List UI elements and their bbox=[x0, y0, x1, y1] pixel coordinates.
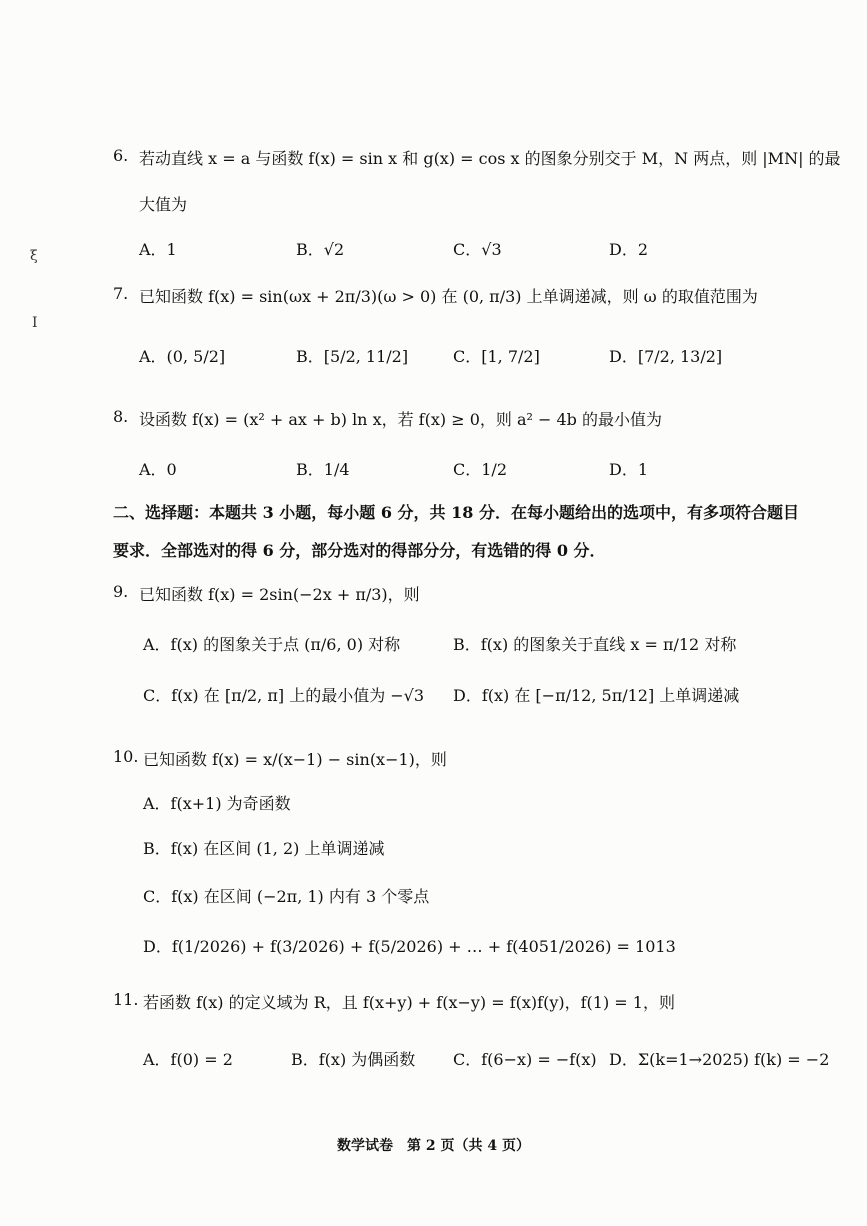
question-9-option-d: D．f(x) 在 [−π/12, 5π/12] 上单调递减 bbox=[453, 686, 740, 705]
question-11-number: 11. bbox=[113, 990, 139, 1009]
margin-mark-1: ξ bbox=[30, 248, 38, 264]
question-6-number: 6. bbox=[113, 146, 129, 165]
question-9-option-a: A．f(x) 的图象关于点 (π/6, 0) 对称 bbox=[143, 635, 401, 654]
question-10-number: 10. bbox=[113, 747, 139, 766]
question-10-option-b: B．f(x) 在区间 (1, 2) 上单调递减 bbox=[143, 839, 385, 858]
question-9-option-c: C．f(x) 在 [π/2, π] 上的最小值为 −√3 bbox=[143, 686, 425, 705]
question-8-number: 8. bbox=[113, 407, 129, 426]
page-footer: 数学试卷 第 2 页（共 4 页） bbox=[337, 1138, 530, 1154]
question-11-option-d: D．Σ(k=1→2025) f(k) = −2 bbox=[609, 1050, 830, 1069]
question-7-number: 7. bbox=[113, 284, 129, 303]
question-7-stem: 已知函数 f(x) = sin(ωx + 2π/3)(ω > 0) 在 (0, π/3) 上单调递减，则 ω 的取值范围为 bbox=[139, 287, 758, 306]
question-11-stem: 若函数 f(x) 的定义域为 R，且 f(x+y) + f(x−y) = f(x)f(y)，f(1) = 1，则 bbox=[143, 993, 675, 1012]
question-7-option-c: C．[1, 7/2] bbox=[453, 347, 540, 366]
question-7-option-d: D．[7/2, 13/2] bbox=[609, 347, 723, 366]
question-6-stem-line1: 若动直线 x = a 与函数 f(x) = sin x 和 g(x) = cos x 的图象分别交于 M，N 两点，则 |MN| 的最 bbox=[139, 149, 841, 168]
question-10-option-c: C．f(x) 在区间 (−2π, 1) 内有 3 个零点 bbox=[143, 887, 430, 906]
question-6-stem-line2: 大值为 bbox=[139, 195, 188, 214]
section-2-heading-line1: 二、选择题：本题共 3 小题，每小题 6 分，共 18 分．在每小题给出的选项中，有多项符合题目 bbox=[113, 503, 799, 522]
question-8-stem: 设函数 f(x) = (x² + ax + b) ln x，若 f(x) ≥ 0，则 a² − 4b 的最小值为 bbox=[139, 410, 662, 429]
question-9-option-b: B．f(x) 的图象关于直线 x = π/12 对称 bbox=[453, 635, 737, 654]
question-8-option-a: A．0 bbox=[139, 460, 177, 479]
question-10-option-d: D．f(1/2026) + f(3/2026) + f(5/2026) + … + f(4051/2026) = 1013 bbox=[143, 937, 676, 956]
question-11-option-a: A．f(0) = 2 bbox=[143, 1050, 233, 1069]
question-6-option-b: B．√2 bbox=[296, 240, 345, 259]
question-6-option-d: D．2 bbox=[609, 240, 649, 259]
question-10-option-a: A．f(x+1) 为奇函数 bbox=[143, 794, 291, 813]
question-8-option-b: B．1/4 bbox=[296, 460, 350, 479]
question-7-option-a: A．(0, 5/2] bbox=[139, 347, 226, 366]
margin-mark-2: I bbox=[32, 315, 38, 331]
question-6-option-c: C．√3 bbox=[453, 240, 502, 259]
question-9-stem: 已知函数 f(x) = 2sin(−2x + π/3)，则 bbox=[139, 585, 420, 604]
question-11-option-b: B．f(x) 为偶函数 bbox=[291, 1050, 416, 1069]
question-8-option-d: D．1 bbox=[609, 460, 649, 479]
question-11-option-c: C．f(6−x) = −f(x) bbox=[453, 1050, 597, 1069]
section-2-heading-line2: 要求．全部选对的得 6 分，部分选对的得部分分，有选错的得 0 分． bbox=[113, 541, 606, 560]
question-6-option-a: A．1 bbox=[139, 240, 177, 259]
question-10-stem: 已知函数 f(x) = x/(x−1) − sin(x−1)，则 bbox=[143, 750, 447, 769]
question-7-option-b: B．[5/2, 11/2] bbox=[296, 347, 409, 366]
question-8-option-c: C．1/2 bbox=[453, 460, 507, 479]
question-9-number: 9. bbox=[113, 582, 129, 601]
